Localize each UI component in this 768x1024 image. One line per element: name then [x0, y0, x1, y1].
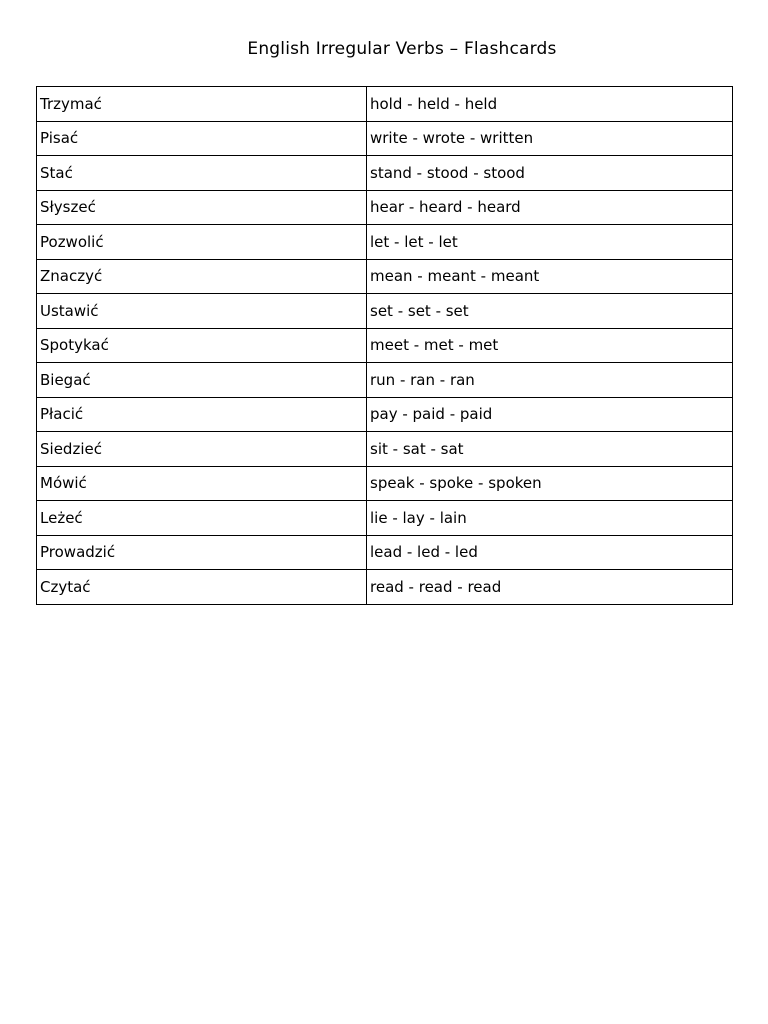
english-forms-cell: let - let - let [367, 225, 733, 260]
table-row [37, 466, 733, 501]
english-forms-cell: sit - sat - sat [367, 432, 733, 467]
table-row [37, 121, 733, 156]
polish-verb-cell: Siedzieć [37, 432, 367, 467]
polish-verb-cell: Spotykać [37, 328, 367, 363]
english-forms-cell: write - wrote - written [367, 121, 733, 156]
polish-verb-cell: Trzymać [37, 87, 367, 122]
table-row [37, 259, 733, 294]
polish-verb-cell: Pozwolić [37, 225, 367, 260]
table-row [37, 328, 733, 363]
english-forms-cell: mean - meant - meant [367, 259, 733, 294]
table-row [37, 501, 733, 536]
polish-verb-cell: Czytać [37, 570, 367, 605]
polish-verb-cell: Prowadzić [37, 535, 367, 570]
polish-verb-cell: Ustawić [37, 294, 367, 329]
english-forms-cell: hold - held - held [367, 87, 733, 122]
table-row [37, 190, 733, 225]
english-forms-cell: meet - met - met [367, 328, 733, 363]
english-forms-cell: stand - stood - stood [367, 156, 733, 191]
polish-verb-cell: Słyszeć [37, 190, 367, 225]
english-forms-cell: lead - led - led [367, 535, 733, 570]
english-forms-cell: read - read - read [367, 570, 733, 605]
english-forms-cell: speak - spoke - spoken [367, 466, 733, 501]
polish-verb-cell: Płacić [37, 397, 367, 432]
polish-verb-cell: Biegać [37, 363, 367, 398]
table-row [37, 570, 733, 605]
english-forms-cell: run - ran - ran [367, 363, 733, 398]
polish-verb-cell: Leżeć [37, 501, 367, 536]
table-row [37, 397, 733, 432]
page-title: English Irregular Verbs – Flashcards [247, 39, 557, 59]
table-row [37, 156, 733, 191]
table-row [37, 294, 733, 329]
polish-verb-cell: Mówić [37, 466, 367, 501]
english-forms-cell: set - set - set [367, 294, 733, 329]
table-row [37, 225, 733, 260]
table-row [37, 432, 733, 467]
polish-verb-cell: Stać [37, 156, 367, 191]
table-row [37, 535, 733, 570]
english-forms-cell: pay - paid - paid [367, 397, 733, 432]
table-row [37, 87, 733, 122]
flashcard-table [36, 86, 733, 605]
polish-verb-cell: Pisać [37, 121, 367, 156]
polish-verb-cell: Znaczyć [37, 259, 367, 294]
english-forms-cell: lie - lay - lain [367, 501, 733, 536]
english-forms-cell: hear - heard - heard [367, 190, 733, 225]
table-row [37, 363, 733, 398]
